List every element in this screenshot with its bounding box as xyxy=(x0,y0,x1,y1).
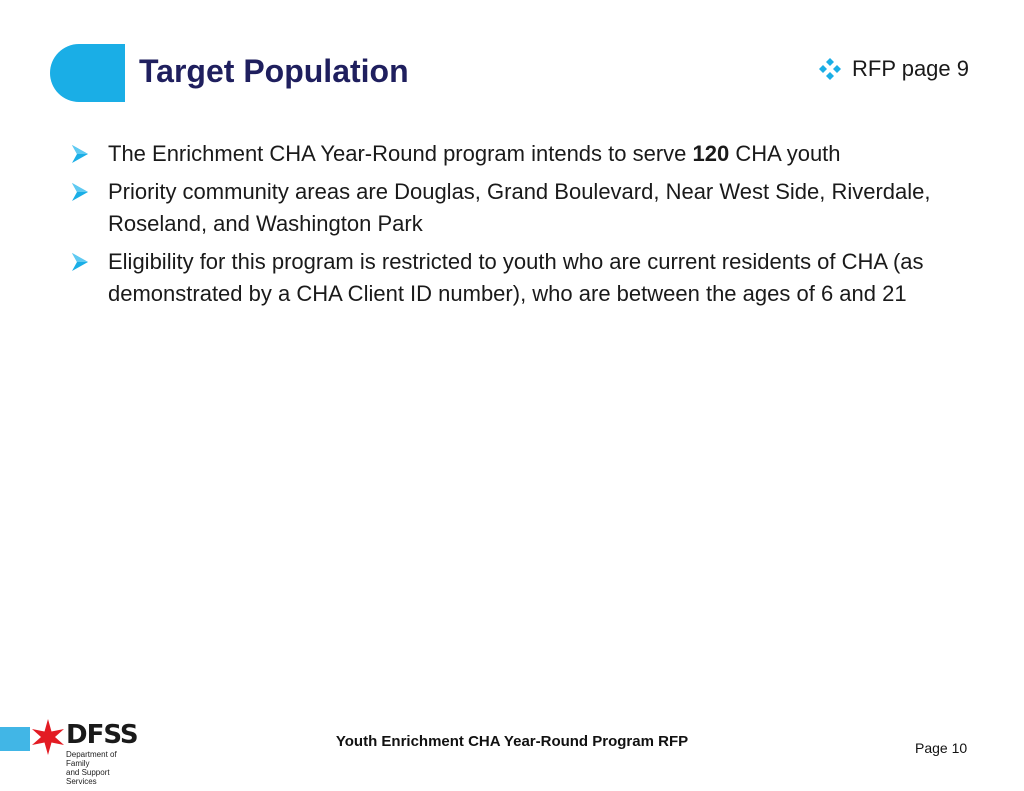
bullet-item xyxy=(70,246,970,310)
bullet-item xyxy=(70,138,970,170)
diamond-bullet-icon xyxy=(818,57,842,81)
slide-title: Target Population xyxy=(139,53,409,89)
title-accent-shape xyxy=(50,44,125,102)
bullet-item xyxy=(70,176,970,240)
bullet-list xyxy=(70,138,970,316)
arrow-bullet-icon xyxy=(70,143,90,165)
rfp-reference xyxy=(818,56,969,82)
bullet-bold-number: 120 xyxy=(692,141,730,166)
dfss-logo-subtitle-line: Department of Family xyxy=(66,750,117,768)
page-number: Page 10 xyxy=(915,740,968,756)
footer-title: Youth Enrichment CHA Year-Round Program RFP xyxy=(335,733,689,750)
dfss-logo-subtitle-line: and Support Services xyxy=(66,768,110,786)
rfp-reference-text: RFP page 9 xyxy=(852,56,970,81)
dfss-logo-subtitle xyxy=(66,750,136,786)
arrow-bullet-icon xyxy=(70,181,90,203)
bullet-text: Priority community areas are Douglas, Grand Boulevard, Near West Side, Riverdale, Roseland, and Washington Park xyxy=(108,179,931,236)
bullet-text: The Enrichment CHA Year-Round program intends to serve xyxy=(108,141,693,166)
bullet-text-end: CHA youth xyxy=(729,141,841,166)
bullet-text: Eligibility for this program is restricted to youth who are current residents of CHA (as demonstrated by a CHA Client ID number), who are between the ages of 6 and 21 xyxy=(108,249,924,306)
dfss-logo-text: DFSS xyxy=(66,720,138,750)
arrow-bullet-icon xyxy=(70,251,90,273)
